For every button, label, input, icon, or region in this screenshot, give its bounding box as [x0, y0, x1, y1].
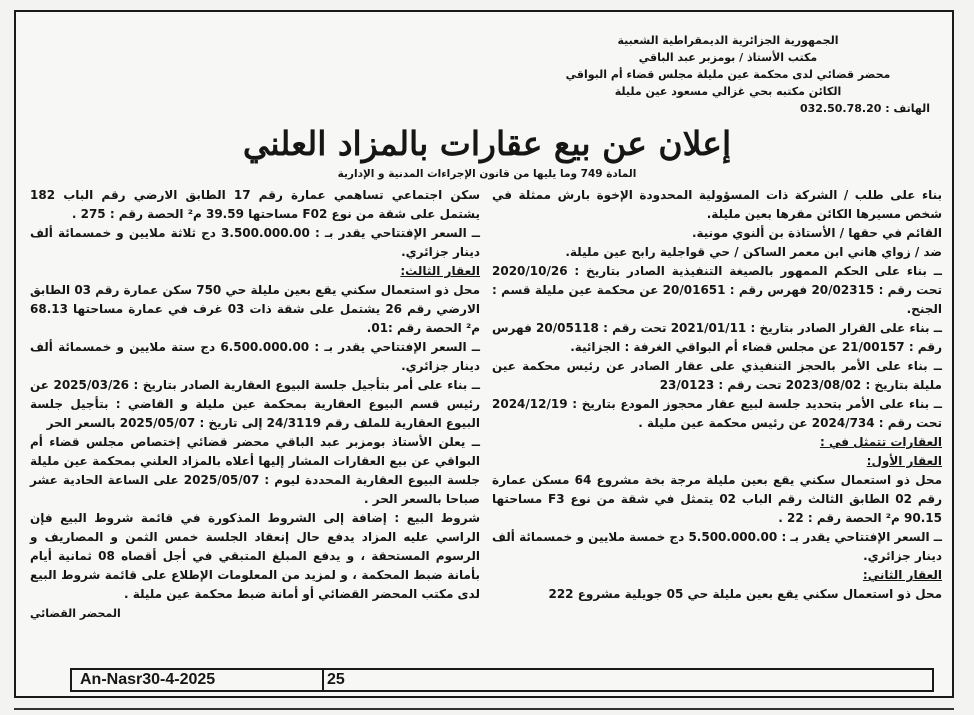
header-line-court: محضر قضائي لدى محكمة عين مليلة مجلس قضاء أم البواقي	[565, 68, 891, 81]
paragraph: سكن اجتماعي تساهمي عمارة رقم 17 الطابق الارضي رقم الباب 182 يشتمل على شقة من نوع F02 مساحتها 39.59 م² الحصة رقم : 275 .	[30, 188, 480, 221]
paragraph: ــ بناء على الأمر بتحديد جلسة لبيع عقار محجوز المودع بتاريخ : 2024/12/19 تحت رقم : 2024/734 عن رئيس محكمة عين مليلة .	[492, 397, 942, 430]
signature: المحضر القضائي	[30, 607, 121, 620]
paragraph: شروط البيع : إضافة إلى الشروط المذكورة في قائمة شروط البيع فإن الراسي عليه المزاد يدفع حال إنعقاد الجلسة خمس الثمن و المصاريف و الرسوم المستحقة ، و يدفع المبلغ المتبقي في أجل أقصاه 08 ثمانية أيام بأمانة ضبط المحكمة ، و لمزيد من المعلومات الإطلاع على قائمة شروط البيع لدى مكتب المحضر القضائي أو أمانة ضبط محكمة عين مليلة .	[30, 511, 481, 601]
paragraph: ــ السعر الإفتتاحي يقدر بـ : 6.500.000.00 دج ستة ملايين و خمسمائة ألف دينار جزائري.	[30, 340, 480, 373]
paragraph: محل ذو استعمال سكني يقع بعين مليلة حي 750 سكن عمارة رقم 03 الطابق الارضي رقم 26 يشتمل على شقة ذات 03 غرف في عمارة مساحتها 68.13 م² الحصة رقم :01.	[29, 283, 480, 335]
paragraph: ــ بناء على القرار الصادر بتاريخ : 2021/01/11 تحت رقم : 20/05118 فهرس رقم : 21/00157 عن مجلس قضاء أم البواقي الغرفة : الجزائية.	[492, 321, 942, 354]
paragraph: ــ بناء على الأمر بالحجز التنفيذي على عقار الصادر عن رئيس محكمة عين مليلة بتاريخ : 2023/08/02 تحت رقم : 23/0123	[492, 359, 942, 392]
announcement-title: إعلان عن بيع عقارات بالمزاد العلني	[242, 124, 732, 163]
left-column	[30, 186, 480, 623]
section-heading: العقار الأول:	[866, 454, 942, 468]
section-heading: العقار الثالث:	[400, 264, 480, 278]
header-line-address: الكائن مكتبه بحي غزالي مسعود عين مليلة	[614, 85, 842, 98]
paragraph: ــ بناء على أمر بتأجيل جلسة البيوع العقارية الصادر بتاريخ : 2025/03/26 عن رئيس قسم البيوع العقارية بمحكمة عين مليلة و القاضي : بتأجيل جلسة البيوع العقارية للملف رقم 24/3119 إلى تاريخ : 2025/05/07 بالسعر الحر	[30, 378, 480, 430]
paragraph: ــ السعر الإفتتاحي يقدر بـ : 3.500.000.00 دج ثلاثة ملايين و خمسمائة ألف دينار جزائري.	[30, 226, 481, 259]
section-heading: العقار الثاني:	[862, 568, 942, 582]
publication-date: An-Nasr30-4-2025	[80, 671, 216, 688]
newspaper-footer	[70, 668, 934, 692]
bailiff-header	[518, 32, 938, 117]
cut-line	[14, 708, 954, 710]
legal-reference: المادة 749 وما يليها من قانون الإجراءات المدنية و الإدارية	[337, 168, 637, 180]
page-number: 25	[327, 671, 345, 688]
phone-number: 032.50.78.20	[799, 102, 882, 115]
paragraph: ــ يعلن الأستاذ بومزبر عبد الباقي محضر قضائي إختصاص مجلس قضاء أم البواقي عن بيع العقارات المشار إليها أعلاه بالمزاد العلني بمحكمة عين مليلة جلسة البيوع العقارية المحددة ليوم : 2025/05/07 على الساعة الحادية عشر صباحا بالسعر الحر .	[30, 435, 480, 506]
paragraph: بناء على طلب / الشركة ذات المسؤولية المحدودة الإخوة بارش ممثلة في شخص مسيرها الكائن مقرها بعين مليلة.	[492, 188, 942, 221]
paragraph: محل ذو استعمال سكني يقع بعين مليلة مرجة بخة مشروع 64 مسكن عمارة رقم 02 الطابق الثالث رقم الباب 02 يتمثل في شقة من نوع F3 مساحتها 90.15 م² الحصة رقم : 22 .	[492, 473, 943, 525]
header-phone-line	[518, 100, 938, 117]
paragraph: ــ بناء على الحكم الممهور بالصيغة التنفيذية الصادر بتاريخ : 2020/10/26 تحت رقم : 20/02315 فهرس رقم : 20/01651 عن محكمة عين مليلة قسم : الجنح.	[492, 264, 942, 316]
paragraph: ــ السعر الإفتتاحي يقدر بـ : 5.500.000.00 دج خمسة ملايين و خمسمائة ألف دينار جزائري.	[492, 530, 943, 563]
phone-label: الهاتف :	[885, 102, 930, 115]
section-heading: العقارات تتمثل في :	[819, 435, 942, 449]
paragraph: محل ذو استعمال سكني يقع بعين مليلة حي 05 جويلية مشروع 222	[548, 587, 942, 601]
paragraph: القائم في حقها / الأستاذة بن ألنوي مونية.	[691, 226, 942, 240]
header-line-republic: الجمهورية الجزائرية الديمقراطية الشعبية	[617, 34, 839, 47]
footer-divider	[322, 670, 324, 690]
header-line-office: مكتب الأستاذ / بومزبر عبد الباقي	[638, 51, 818, 64]
paragraph: ضد / زواي هاني ابن معمر الساكن / حي قواجلية رابح عين مليلة.	[565, 245, 942, 259]
right-column	[492, 186, 942, 604]
